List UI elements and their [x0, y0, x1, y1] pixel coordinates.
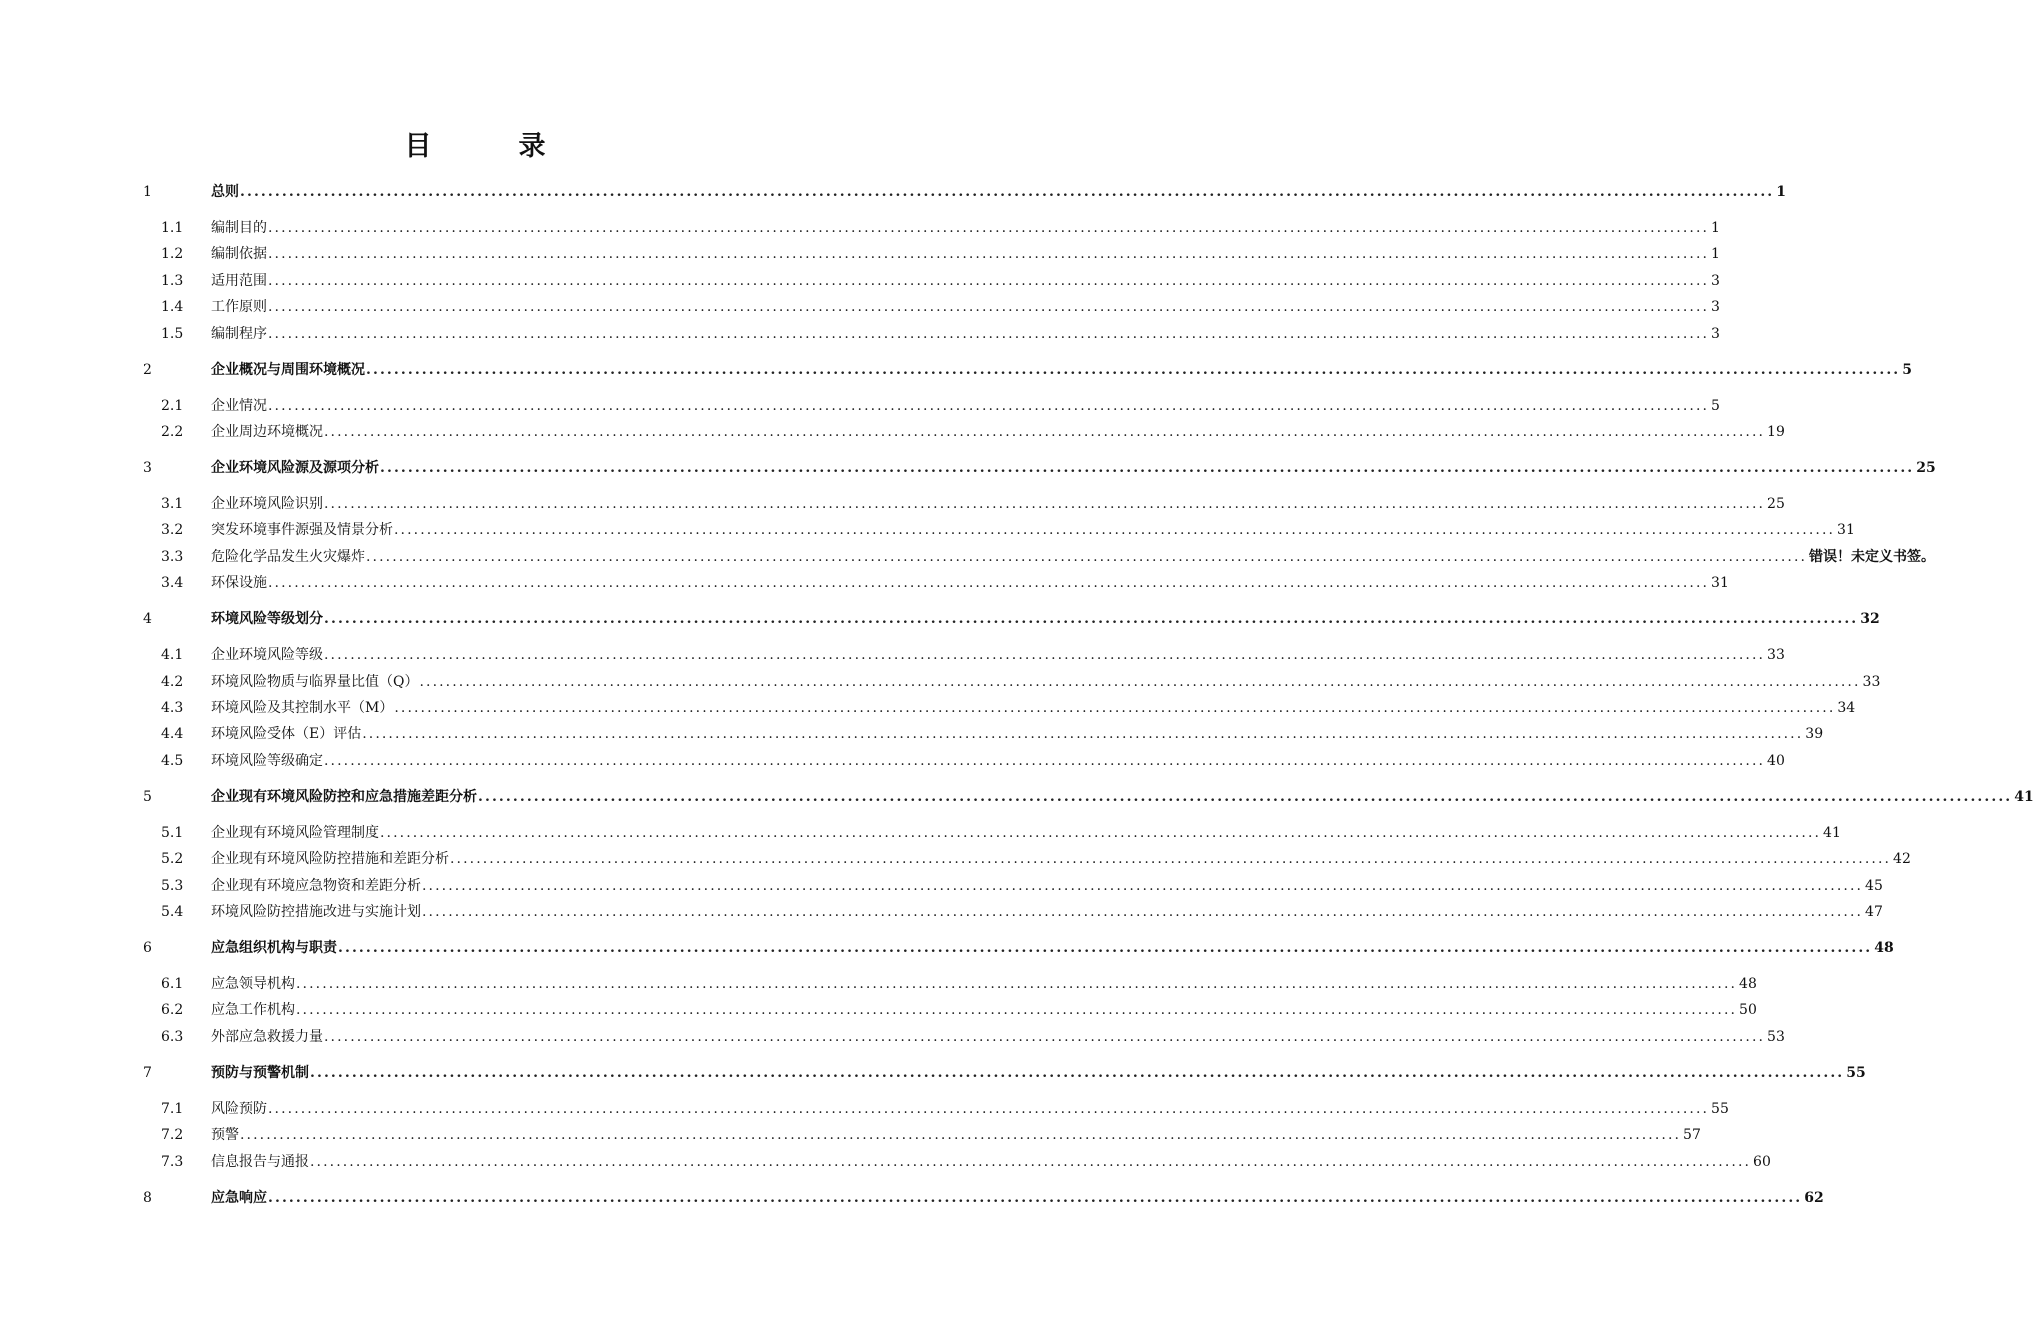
toc-entry-page: 1	[1711, 220, 1720, 236]
toc-entry-page: 41	[1823, 824, 1841, 841]
toc-dot-leader: ............................................................................................................................................................................................................................	[268, 1189, 1803, 1206]
toc-entry-number: 1.1	[161, 220, 184, 236]
toc-entry[interactable]	[0, 875, 1883, 897]
toc-entry[interactable]	[0, 1187, 1824, 1209]
toc-dot-leader: ............................................................................................................................................................................................................................	[324, 647, 1766, 664]
toc-entry-title[interactable]: 环境风险防控措施改进与实施计划	[211, 904, 421, 920]
toc-entry[interactable]	[0, 457, 1936, 479]
toc-entry-title[interactable]: 预防与预警机制	[211, 1064, 309, 1081]
toc-entry-number: 4.2	[161, 673, 184, 690]
toc-entry[interactable]	[0, 1098, 1729, 1120]
toc-entry-page: 33	[1767, 647, 1785, 664]
toc-entry-title[interactable]: 编制程序	[211, 325, 267, 342]
toc-entry-page: 19	[1767, 424, 1785, 440]
toc-entry-title[interactable]: 环保设施	[211, 575, 267, 592]
toc-entry-title[interactable]: 总则	[211, 184, 239, 200]
toc-dot-leader: ............................................................................................................................................................................................................................	[310, 1153, 1752, 1170]
toc-entry-page: 53	[1767, 1028, 1785, 1045]
toc-entry-title[interactable]: 企业环境风险等级	[211, 647, 323, 664]
toc-entry-number: 3.2	[161, 522, 184, 539]
toc-entry[interactable]	[0, 181, 1787, 203]
toc-entry[interactable]	[0, 1026, 1785, 1048]
toc-entry[interactable]	[0, 973, 1757, 995]
toc-entry[interactable]	[0, 901, 1883, 923]
toc-entry-title[interactable]: 危险化学品发生火灾爆炸	[211, 548, 365, 565]
toc-dot-leader: ............................................................................................................................................................................................................................	[240, 184, 1775, 200]
toc-entry[interactable]	[0, 1151, 1771, 1173]
toc-dot-leader: ............................................................................................................................................................................................................................	[296, 976, 1738, 992]
toc-entry-page: 31	[1711, 575, 1729, 592]
toc-entry-title[interactable]: 突发环境事件源强及情景分析	[211, 522, 393, 539]
toc-entry-number: 1	[143, 184, 152, 200]
toc-entry[interactable]	[0, 296, 1720, 318]
toc-entry[interactable]	[0, 750, 1785, 772]
toc-entry-number: 6.3	[161, 1028, 184, 1045]
toc-dot-leader: ............................................................................................................................................................................................................................	[268, 397, 1710, 414]
toc-dot-leader: ............................................................................................................................................................................................................................	[268, 575, 1710, 592]
toc-entry-page: 57	[1683, 1127, 1701, 1144]
toc-entry[interactable]	[0, 723, 1824, 745]
toc-dot-leader: ............................................................................................................................................................................................................................	[268, 325, 1710, 342]
toc-entry-page: 47	[1865, 904, 1883, 920]
toc-dot-leader: ............................................................................................................................................................................................................................	[394, 700, 1836, 716]
toc-entry-page: 5	[1711, 397, 1720, 414]
toc-dot-leader: ............................................................................................................................................................................................................................	[268, 220, 1710, 236]
toc-entry-title[interactable]: 应急领导机构	[211, 976, 295, 992]
toc-entry[interactable]	[0, 243, 1720, 265]
toc-entry-page: 错误！未定义书签。	[1809, 548, 1936, 565]
toc-entry[interactable]	[0, 395, 1720, 417]
toc-dot-leader: ............................................................................................................................................................................................................................	[324, 1028, 1766, 1045]
toc-dot-leader: ............................................................................................................................................................................................................................	[268, 1100, 1710, 1117]
toc-entry-number: 2	[143, 361, 152, 378]
toc-entry-page: 25	[1767, 496, 1785, 512]
toc-entry[interactable]	[0, 1062, 1866, 1084]
toc-entry-page: 41	[2014, 788, 2034, 805]
toc-entry-number: 3	[143, 460, 152, 476]
toc-entry-page: 31	[1837, 522, 1855, 539]
toc-entry-number: 5.1	[161, 824, 184, 841]
toc-dot-leader: ............................................................................................................................................................................................................................	[380, 824, 1822, 841]
toc-entry-number: 4.4	[161, 726, 184, 743]
toc-entry-page: 34	[1837, 700, 1856, 716]
toc-entry[interactable]	[0, 519, 1855, 541]
toc-dot-leader: ............................................................................................................................................................................................................................	[324, 496, 1766, 512]
toc-dot-leader: ............................................................................................................................................................................................................................	[240, 1127, 1682, 1144]
toc-entry-page: 1	[1711, 246, 1720, 263]
toc-entry-title[interactable]: 企业现有环境风险防控措施和差距分析	[211, 851, 449, 868]
toc-dot-leader: ............................................................................................................................................................................................................................	[324, 752, 1766, 769]
toc-entry-page: 50	[1739, 1002, 1757, 1019]
toc-dot-leader: ............................................................................................................................................................................................................................	[268, 299, 1710, 316]
toc-entry-title[interactable]: 风险预防	[211, 1100, 267, 1117]
toc-entry-number: 1.3	[161, 272, 184, 289]
toc-entry-page: 55	[1846, 1064, 1866, 1081]
toc-entry-page: 48	[1874, 940, 1894, 956]
toc-entry-page: 39	[1805, 726, 1824, 743]
toc-entry-page: 55	[1711, 1100, 1729, 1117]
toc-entry-page: 25	[1916, 460, 1936, 476]
toc-entry-title[interactable]: 信息报告与通报	[211, 1153, 309, 1170]
toc-entry[interactable]	[0, 697, 1856, 719]
toc-entry[interactable]	[0, 270, 1720, 292]
toc-entry-title[interactable]: 预警	[211, 1127, 239, 1144]
toc-dot-leader: ............................................................................................................................................................................................................................	[362, 726, 1804, 743]
toc-entry[interactable]	[0, 217, 1720, 239]
toc-entry[interactable]	[0, 421, 1785, 443]
toc-entry-number: 7	[143, 1064, 152, 1081]
toc-dot-leader: ............................................................................................................................................................................................................................	[296, 1002, 1738, 1019]
toc-entry-number: 3.1	[161, 496, 184, 512]
toc-entry-title[interactable]: 环境风险受体（E）评估	[211, 726, 362, 743]
toc-entry[interactable]	[0, 323, 1720, 345]
toc-dot-leader: ............................................................................................................................................................................................................................	[338, 940, 1873, 956]
toc-entry[interactable]	[0, 671, 1881, 693]
toc-entry-number: 2.2	[161, 424, 184, 440]
toc-entry-number: 6.1	[161, 976, 184, 992]
toc-entry-title[interactable]: 企业情况	[211, 397, 267, 414]
toc-entry-page: 42	[1893, 851, 1911, 868]
toc-entry-title[interactable]: 企业环境风险识别	[211, 496, 323, 512]
page-title: 目 录	[404, 131, 576, 162]
toc-dot-leader: ............................................................................................................................................................................................................................	[324, 611, 1859, 628]
toc-dot-leader: ............................................................................................................................................................................................................................	[310, 1064, 1845, 1081]
toc-entry-number: 6	[143, 940, 152, 956]
toc-entry-number: 3.4	[161, 575, 184, 592]
toc-entry-number: 3.3	[161, 548, 184, 565]
toc-entry-page: 3	[1711, 325, 1720, 342]
toc-entry-title[interactable]: 企业现有环境应急物资和差距分析	[211, 877, 421, 894]
toc-entry-page: 1	[1776, 184, 1787, 200]
toc-dot-leader: ............................................................................................................................................................................................................................	[422, 904, 1864, 920]
toc-entry-number: 4	[143, 611, 152, 628]
toc-entry-number: 2.1	[161, 397, 184, 414]
toc-entry[interactable]	[0, 999, 1757, 1021]
toc-entry-page: 48	[1739, 976, 1757, 992]
toc-entry-title[interactable]: 企业周边环境概况	[211, 424, 323, 440]
toc-entry[interactable]	[0, 1124, 1701, 1146]
toc-entry[interactable]	[0, 546, 1936, 568]
toc-dot-leader: ............................................................................................................................................................................................................................	[366, 361, 1901, 378]
toc-entry-number: 5.4	[161, 904, 184, 920]
toc-entry-title[interactable]: 环境风险等级划分	[211, 611, 323, 628]
toc-entry-title[interactable]: 应急工作机构	[211, 1002, 295, 1019]
toc-entry-number: 8	[143, 1189, 152, 1206]
toc-entry-title[interactable]: 应急组织机构与职责	[211, 940, 337, 956]
toc-entry-page: 32	[1860, 611, 1880, 628]
toc-entry[interactable]	[0, 937, 1894, 959]
toc-dot-leader: ............................................................................................................................................................................................................................	[478, 788, 2013, 805]
toc-entry-page: 40	[1767, 752, 1785, 769]
toc-entry-number: 1.5	[161, 325, 184, 342]
toc-entry-number: 4.3	[161, 700, 184, 716]
toc-entry-title[interactable]: 外部应急救援力量	[211, 1028, 323, 1045]
toc-entry-title[interactable]: 编制目的	[211, 220, 267, 236]
toc-entry-page: 5	[1902, 361, 1913, 378]
toc-entry[interactable]	[0, 608, 1880, 630]
toc-dot-leader: ............................................................................................................................................................................................................................	[268, 246, 1710, 263]
toc-entry-number: 7.3	[161, 1153, 184, 1170]
toc-dot-leader: ............................................................................................................................................................................................................................	[422, 877, 1864, 894]
toc-entry-number: 4.1	[161, 647, 184, 664]
toc-entry-number: 5.2	[161, 851, 184, 868]
toc-entry[interactable]	[0, 572, 1729, 594]
toc-dot-leader: ............................................................................................................................................................................................................................	[268, 272, 1710, 289]
toc-entry[interactable]	[0, 848, 1911, 870]
toc-dot-leader: ............................................................................................................................................................................................................................	[366, 548, 1808, 565]
toc-dot-leader: ............................................................................................................................................................................................................................	[419, 673, 1861, 690]
toc-dot-leader: ............................................................................................................................................................................................................................	[324, 424, 1766, 440]
toc-entry-number: 4.5	[161, 752, 184, 769]
toc-entry-title[interactable]: 企业环境风险源及源项分析	[211, 460, 379, 476]
toc-dot-leader: ............................................................................................................................................................................................................................	[450, 851, 1892, 868]
toc-entry-title[interactable]: 工作原则	[211, 299, 267, 316]
toc-entry-title[interactable]: 环境风险等级确定	[211, 752, 323, 769]
toc-dot-leader: ............................................................................................................................................................................................................................	[380, 460, 1915, 476]
toc-entry-page: 60	[1753, 1153, 1771, 1170]
toc-entry-title[interactable]: 编制依据	[211, 246, 267, 263]
toc-entry[interactable]	[0, 359, 1913, 381]
toc-entry-page: 3	[1711, 299, 1720, 316]
toc-entry-number: 5.3	[161, 877, 184, 894]
toc-entry-title[interactable]: 企业现有环境风险管理制度	[211, 824, 379, 841]
toc-dot-leader: ............................................................................................................................................................................................................................	[394, 522, 1836, 539]
toc-entry-number: 7.2	[161, 1127, 184, 1144]
toc-entry-title[interactable]: 环境风险物质与临界量比值（Q）	[211, 673, 419, 690]
toc-entry-title[interactable]: 应急响应	[211, 1189, 267, 1206]
toc-entry-number: 1.2	[161, 246, 184, 263]
toc-entry-page: 3	[1711, 272, 1720, 289]
toc-entry-page: 33	[1862, 673, 1881, 690]
toc-entry[interactable]	[0, 786, 2034, 808]
toc-entry-title[interactable]: 企业概况与周围环境概况	[211, 361, 365, 378]
toc-entry-number: 1.4	[161, 299, 184, 316]
toc-entry[interactable]	[0, 493, 1785, 515]
toc-entry-number: 6.2	[161, 1002, 184, 1019]
toc-entry-title[interactable]: 适用范围	[211, 272, 267, 289]
toc-entry-title[interactable]: 环境风险及其控制水平（M）	[211, 700, 394, 716]
toc-entry-page: 62	[1804, 1189, 1824, 1206]
toc-entry-page: 45	[1865, 877, 1883, 894]
toc-entry-number: 5	[143, 788, 152, 805]
toc-entry-number: 7.1	[161, 1100, 184, 1117]
toc-entry-title[interactable]: 企业现有环境风险防控和应急措施差距分析	[211, 788, 477, 805]
toc-entry[interactable]	[0, 644, 1785, 666]
toc-entry[interactable]	[0, 822, 1841, 844]
